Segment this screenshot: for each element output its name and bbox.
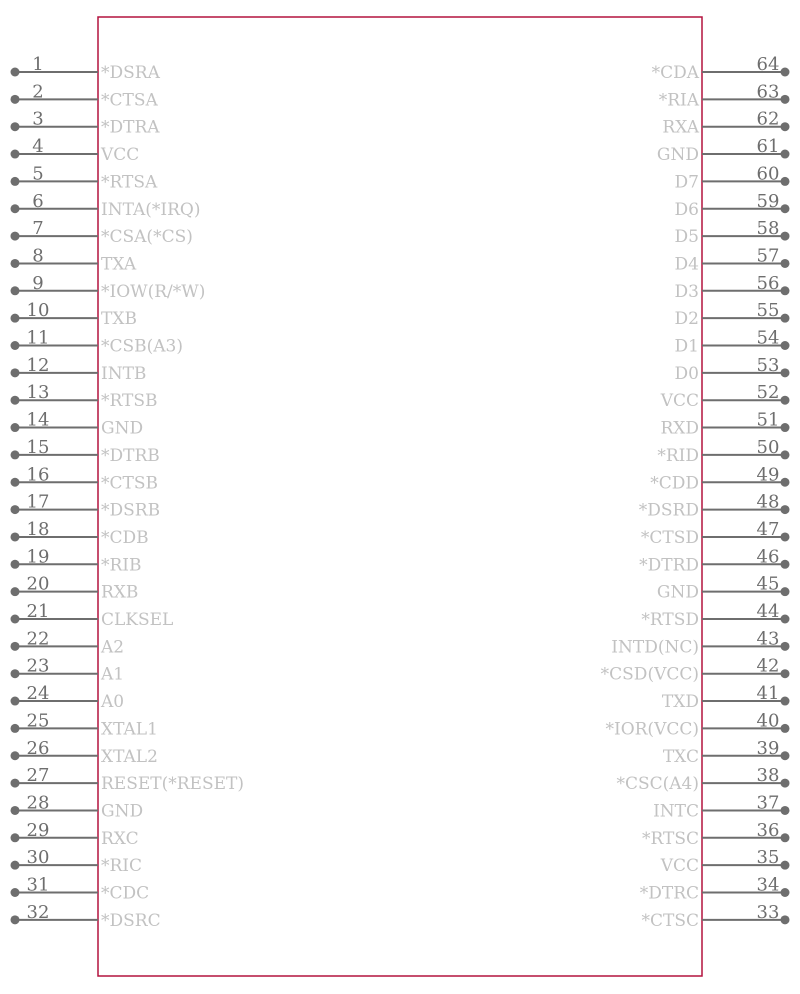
pin-number: 9 xyxy=(32,272,44,294)
pin-name: A2 xyxy=(101,637,125,658)
pin-terminal-dot xyxy=(11,779,20,788)
pin-name: *CDA xyxy=(651,63,699,83)
pin-40 xyxy=(605,710,789,739)
pin-name: *DSRA xyxy=(101,63,160,83)
pin-number: 35 xyxy=(756,847,780,869)
right-pin-column xyxy=(601,54,790,931)
pin-terminal-dot xyxy=(11,177,20,186)
pin-name: *IOR(VCC) xyxy=(605,719,699,740)
pin-20 xyxy=(11,574,139,603)
pin-terminal-dot xyxy=(11,204,20,213)
pin-43 xyxy=(611,628,789,657)
pin-terminal-dot xyxy=(781,450,790,459)
pin-number: 34 xyxy=(756,874,780,896)
pin-name: RXD xyxy=(660,418,699,439)
pin-29 xyxy=(11,820,139,849)
pin-47 xyxy=(641,519,790,548)
pin-number: 29 xyxy=(26,819,50,841)
pin-terminal-dot xyxy=(11,68,20,77)
pin-terminal-dot xyxy=(781,724,790,733)
pin-25 xyxy=(11,710,158,739)
pin-terminal-dot xyxy=(11,751,20,760)
pin-terminal-dot xyxy=(781,68,790,77)
pin-terminal-dot xyxy=(11,478,20,487)
pin-name: GND xyxy=(101,801,144,822)
pin-terminal-dot xyxy=(11,232,20,241)
pin-17 xyxy=(11,492,161,521)
pin-10 xyxy=(11,300,137,329)
pin-number: 43 xyxy=(756,628,780,650)
pin-name: D1 xyxy=(674,336,699,357)
pin-number: 49 xyxy=(756,464,780,486)
pin-53 xyxy=(675,355,790,384)
pin-name: RESET(*RESET) xyxy=(101,774,244,795)
pin-name: *DSRC xyxy=(101,910,161,931)
pin-terminal-dot xyxy=(11,368,20,377)
pin-name: *RTSA xyxy=(101,172,158,193)
pin-51 xyxy=(660,410,789,439)
pin-name: RXA xyxy=(662,117,699,138)
pin-name: *CSB(A3) xyxy=(101,336,184,357)
pin-terminal-dot xyxy=(11,314,20,323)
pin-number: 45 xyxy=(756,573,780,595)
pin-name: *DTRA xyxy=(101,117,160,138)
pin-terminal-dot xyxy=(781,888,790,897)
pin-15 xyxy=(11,437,160,466)
pin-number: 19 xyxy=(26,546,50,568)
pin-name: *CTSD xyxy=(640,527,699,548)
pin-name: RXC xyxy=(101,828,139,849)
pin-number: 22 xyxy=(26,628,50,650)
pin-terminal-dot xyxy=(781,95,790,104)
pin-number: 31 xyxy=(26,874,50,896)
pin-number: 10 xyxy=(26,300,50,322)
pin-number: 42 xyxy=(756,655,780,677)
pin-2 xyxy=(11,81,159,110)
pin-6 xyxy=(11,191,201,220)
pin-terminal-dot xyxy=(11,587,20,596)
pin-terminal-dot xyxy=(11,888,20,897)
pin-terminal-dot xyxy=(781,915,790,924)
pin-number: 25 xyxy=(26,710,50,732)
pin-32 xyxy=(11,902,161,931)
pin-36 xyxy=(642,820,790,849)
pin-name: *RTSC xyxy=(642,828,699,849)
pin-terminal-dot xyxy=(781,150,790,159)
pin-name: *DTRB xyxy=(101,445,160,466)
pin-name: XTAL2 xyxy=(101,746,158,767)
pin-39 xyxy=(663,738,790,767)
pin-11 xyxy=(11,328,184,357)
pin-number: 53 xyxy=(756,354,780,376)
pin-33 xyxy=(642,902,790,931)
pin-number: 55 xyxy=(756,300,780,322)
pin-terminal-dot xyxy=(781,642,790,651)
pin-45 xyxy=(657,574,790,603)
pin-name: TXC xyxy=(662,746,699,767)
pin-number: 8 xyxy=(32,245,44,267)
pin-34 xyxy=(640,875,790,904)
pin-name: *CTSC xyxy=(641,910,699,931)
pin-52 xyxy=(660,382,790,411)
pin-terminal-dot xyxy=(781,615,790,624)
pin-number: 3 xyxy=(32,108,44,130)
pin-number: 48 xyxy=(756,491,780,513)
pin-terminal-dot xyxy=(781,833,790,842)
pin-terminal-dot xyxy=(781,505,790,514)
pin-terminal-dot xyxy=(781,697,790,706)
pin-number: 54 xyxy=(756,327,780,349)
pin-number: 1 xyxy=(32,54,44,75)
pin-name: TXB xyxy=(101,309,137,330)
pin-terminal-dot xyxy=(11,806,20,815)
pin-name: *CDC xyxy=(101,883,150,904)
pin-number: 2 xyxy=(32,81,44,103)
pin-name: A1 xyxy=(101,664,125,685)
pin-name: *IOW(R/*W) xyxy=(101,281,206,302)
pin-number: 20 xyxy=(26,573,50,595)
pin-number: 61 xyxy=(756,136,780,158)
pin-terminal-dot xyxy=(781,204,790,213)
pin-14 xyxy=(11,410,144,439)
pin-name: VCC xyxy=(101,145,140,166)
pin-name: INTD(NC) xyxy=(611,637,699,658)
pin-number: 16 xyxy=(26,464,50,486)
pin-50 xyxy=(657,437,789,466)
pin-number: 59 xyxy=(756,190,780,212)
pin-number: 21 xyxy=(26,601,50,622)
pin-name: *RIB xyxy=(101,555,142,576)
pin-58 xyxy=(675,218,790,247)
pin-number: 28 xyxy=(26,792,50,814)
pin-name: VCC xyxy=(660,391,699,412)
pin-name: CLKSEL xyxy=(101,610,174,630)
pin-57 xyxy=(675,245,790,274)
pin-31 xyxy=(11,875,150,904)
pin-number: 47 xyxy=(756,518,780,540)
pin-number: 12 xyxy=(26,354,50,376)
pin-name: *CSC(A4) xyxy=(616,774,699,795)
pin-3 xyxy=(11,109,161,138)
pin-terminal-dot xyxy=(781,368,790,377)
ic-body-outline xyxy=(98,17,702,976)
pin-name: *DTRD xyxy=(639,555,699,576)
pin-number: 58 xyxy=(756,218,780,240)
pin-54 xyxy=(675,328,790,357)
pin-number: 41 xyxy=(756,683,780,705)
pin-name: D6 xyxy=(674,199,699,220)
pin-name: *DSRB xyxy=(101,500,161,521)
pin-name: *CSA(*CS) xyxy=(101,227,193,248)
pin-number: 4 xyxy=(32,136,44,158)
pin-terminal-dot xyxy=(11,95,20,104)
pin-name: *RIA xyxy=(658,90,699,111)
pin-30 xyxy=(11,847,143,876)
pin-24 xyxy=(11,683,125,712)
pin-19 xyxy=(11,546,142,575)
pin-name: TXA xyxy=(101,254,137,275)
pin-number: 39 xyxy=(756,737,780,759)
pin-number: 40 xyxy=(756,710,780,732)
pin-name: RXB xyxy=(101,582,139,603)
pin-name: *CDD xyxy=(650,473,699,494)
pin-59 xyxy=(675,191,790,220)
pin-name: D3 xyxy=(674,281,699,302)
pin-name: D0 xyxy=(674,363,699,384)
pin-8 xyxy=(11,245,137,274)
pin-name: A0 xyxy=(101,692,125,713)
pin-27 xyxy=(11,765,244,794)
pin-terminal-dot xyxy=(11,560,20,569)
pin-number: 62 xyxy=(756,108,780,130)
pin-terminal-dot xyxy=(781,587,790,596)
pin-46 xyxy=(639,546,789,575)
pin-terminal-dot xyxy=(11,615,20,624)
pin-number: 30 xyxy=(26,847,50,869)
pin-64 xyxy=(652,54,790,83)
pin-terminal-dot xyxy=(11,505,20,514)
pin-name: *RTSD xyxy=(641,610,699,630)
pin-name: *CTSA xyxy=(101,90,158,111)
pin-number: 32 xyxy=(26,901,50,923)
pin-number: 33 xyxy=(756,901,780,923)
pin-name: XTAL1 xyxy=(101,719,158,740)
pin-terminal-dot xyxy=(781,560,790,569)
pin-terminal-dot xyxy=(11,286,20,295)
pin-terminal-dot xyxy=(11,833,20,842)
pin-name: D4 xyxy=(674,254,699,275)
pin-56 xyxy=(675,273,790,302)
pin-number: 63 xyxy=(756,81,780,103)
pin-terminal-dot xyxy=(11,669,20,678)
pin-terminal-dot xyxy=(11,450,20,459)
pin-number: 14 xyxy=(26,409,50,431)
pin-terminal-dot xyxy=(11,423,20,432)
pin-terminal-dot xyxy=(11,642,20,651)
pin-terminal-dot xyxy=(11,724,20,733)
pin-number: 57 xyxy=(756,245,780,267)
pin-terminal-dot xyxy=(781,177,790,186)
pin-terminal-dot xyxy=(781,396,790,405)
pin-number: 11 xyxy=(26,327,50,349)
pin-55 xyxy=(675,300,790,329)
pin-number: 24 xyxy=(26,683,50,705)
pin-name: *RTSB xyxy=(101,391,158,412)
pin-number: 7 xyxy=(32,218,44,240)
pin-name: VCC xyxy=(660,856,699,877)
pin-name: *CSD(VCC) xyxy=(600,664,699,685)
pin-61 xyxy=(657,136,790,165)
pin-number: 38 xyxy=(756,765,780,787)
pin-16 xyxy=(11,464,159,493)
pin-1 xyxy=(11,54,161,83)
pin-terminal-dot xyxy=(781,259,790,268)
pin-terminal-dot xyxy=(11,915,20,924)
pin-name: *RIC xyxy=(101,856,143,877)
pin-number: 51 xyxy=(756,409,780,431)
pin-number: 15 xyxy=(26,436,50,458)
pin-name: INTC xyxy=(653,801,699,822)
pin-number: 6 xyxy=(32,190,44,212)
pin-terminal-dot xyxy=(781,861,790,870)
pin-terminal-dot xyxy=(11,532,20,541)
pin-number: 44 xyxy=(756,601,780,622)
pin-23 xyxy=(11,656,125,685)
pin-63 xyxy=(659,81,790,110)
pin-41 xyxy=(662,683,790,712)
pin-terminal-dot xyxy=(781,286,790,295)
pin-terminal-dot xyxy=(11,697,20,706)
pin-13 xyxy=(11,382,158,411)
pin-terminal-dot xyxy=(11,396,20,405)
pin-terminal-dot xyxy=(781,669,790,678)
pin-terminal-dot xyxy=(781,423,790,432)
pin-60 xyxy=(675,163,790,192)
pin-number: 5 xyxy=(32,163,44,185)
pin-44 xyxy=(641,601,789,630)
pin-number: 37 xyxy=(756,792,780,814)
pin-name: *DTRC xyxy=(639,883,699,904)
pin-number: 64 xyxy=(756,54,780,75)
pin-terminal-dot xyxy=(781,314,790,323)
pin-21 xyxy=(11,601,174,630)
pin-number: 18 xyxy=(26,518,50,540)
pin-62 xyxy=(662,109,789,138)
pin-terminal-dot xyxy=(781,751,790,760)
pin-name: D2 xyxy=(674,309,699,330)
pin-terminal-dot xyxy=(781,779,790,788)
pin-number: 56 xyxy=(756,272,780,294)
pin-terminal-dot xyxy=(11,341,20,350)
pin-number: 36 xyxy=(756,819,780,841)
pin-9 xyxy=(11,273,206,302)
pin-number: 46 xyxy=(756,546,780,568)
pin-name: GND xyxy=(101,418,144,439)
pin-name: INTA(*IRQ) xyxy=(101,199,201,220)
pin-22 xyxy=(11,628,125,657)
pin-terminal-dot xyxy=(781,122,790,131)
pin-number: 13 xyxy=(26,382,50,404)
pin-number: 60 xyxy=(756,163,780,185)
pin-name: *CDB xyxy=(101,527,149,548)
pin-name: GND xyxy=(656,582,699,603)
pin-name: TXD xyxy=(661,692,699,713)
pin-42 xyxy=(601,656,790,685)
pin-48 xyxy=(639,492,790,521)
pin-number: 26 xyxy=(26,737,50,759)
pin-name: *CTSB xyxy=(101,473,158,494)
pin-number: 27 xyxy=(26,765,50,787)
pin-name: D5 xyxy=(674,227,699,248)
pin-terminal-dot xyxy=(781,806,790,815)
pin-terminal-dot xyxy=(781,341,790,350)
pin-terminal-dot xyxy=(781,232,790,241)
pin-terminal-dot xyxy=(781,478,790,487)
left-pin-column xyxy=(11,54,244,931)
pin-name: INTB xyxy=(101,363,147,384)
pin-5 xyxy=(11,163,158,192)
pin-terminal-dot xyxy=(781,532,790,541)
pin-18 xyxy=(11,519,149,548)
pin-terminal-dot xyxy=(11,259,20,268)
pin-name: GND xyxy=(656,145,699,166)
pin-name: D7 xyxy=(674,172,699,193)
pin-terminal-dot xyxy=(11,861,20,870)
pin-37 xyxy=(653,792,789,821)
pin-terminal-dot xyxy=(11,150,20,159)
pin-number: 50 xyxy=(756,436,780,458)
pin-38 xyxy=(616,765,789,794)
pin-49 xyxy=(650,464,789,493)
pin-7 xyxy=(11,218,193,247)
pin-number: 52 xyxy=(756,382,780,404)
pin-name: *DSRD xyxy=(638,500,699,521)
pin-number: 17 xyxy=(26,491,50,513)
pin-name: *RID xyxy=(657,445,699,466)
pin-35 xyxy=(660,847,790,876)
pin-number: 23 xyxy=(26,655,50,677)
pin-4 xyxy=(11,136,140,165)
pin-12 xyxy=(11,355,147,384)
pin-26 xyxy=(11,738,158,767)
pin-terminal-dot xyxy=(11,122,20,131)
pin-28 xyxy=(11,792,144,821)
